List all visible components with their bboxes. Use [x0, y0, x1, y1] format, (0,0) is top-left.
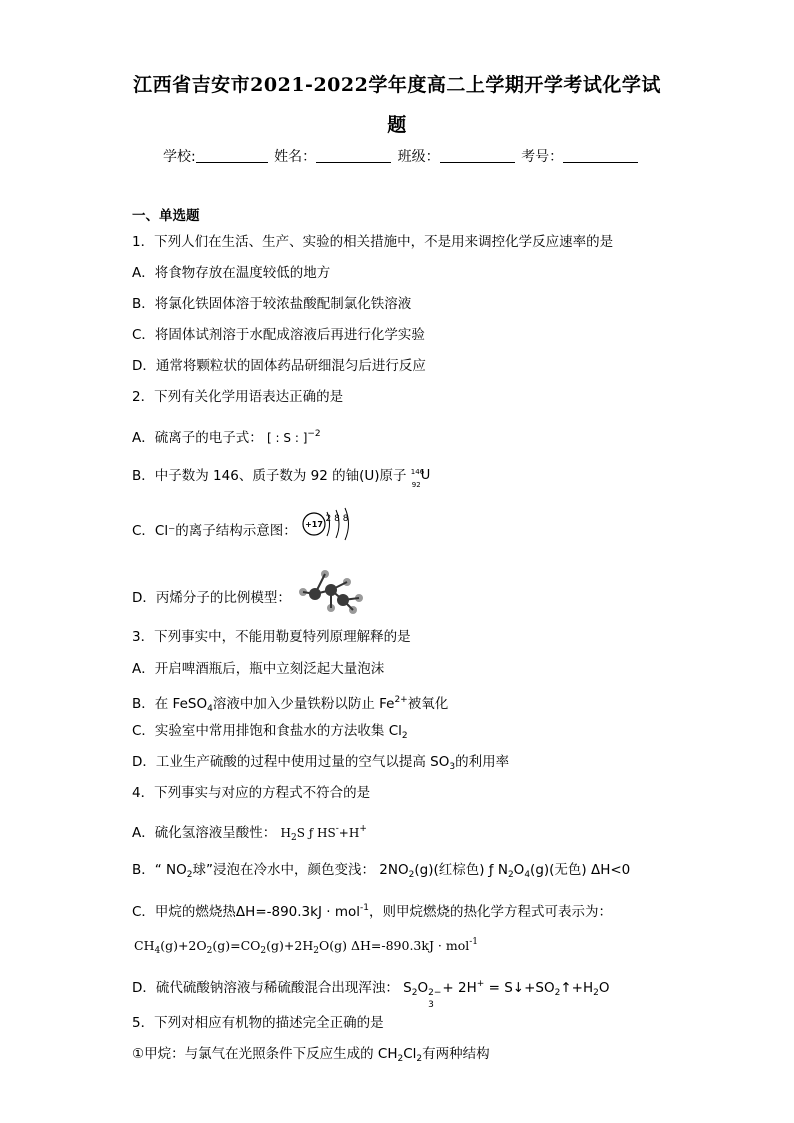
id-blank[interactable] — [563, 148, 638, 163]
q3-stem: 3．下列事实中，不能用勒夏特列原理解释的是 — [132, 629, 411, 645]
sulfide-electron-formula: [ : S : ]$^{-2}$ — [267, 429, 321, 445]
q1-option-a: A．将食物存放在温度较低的地方 — [132, 265, 331, 281]
uranium-nuclide-symbol: 146 92 U — [410, 468, 431, 489]
propene-space-filling-model — [295, 568, 367, 614]
nucleus-charge: +17 — [305, 520, 323, 529]
school-blank[interactable] — [196, 148, 268, 163]
q1-stem: 1．下列人们在生活、生产、实验的相关措施中，不是用来调控化学反应速率的是 — [132, 234, 614, 250]
q4-option-c: C．甲烷的燃烧热ΔH=-890.3kJ · mol$^{-1}$，则甲烷燃烧的热化学方程式可表示为： — [132, 903, 612, 920]
name-blank[interactable] — [316, 148, 391, 163]
q2-stem: 2．下列有关化学用语表达正确的是 — [132, 389, 344, 405]
q2-option-c-text: C．Cl⁻的离子结构示意图： — [132, 523, 297, 539]
q1-option-c: C．将固体试剂溶于水配成溶液后再进行化学实验 — [132, 327, 425, 343]
q2-option-b-text: B．中子数为 146、质子数为 92 的铀(U)原子 — [132, 468, 407, 484]
q3-option-b: B．在 FeSO$_4$溶液中加入少量铁粉以防止 $Fe^{2+}$被氧化 — [132, 695, 449, 714]
q2-option-d — [132, 582, 367, 614]
q2-option-d-text: D．丙烯分子的比例模型： — [132, 590, 291, 606]
q2-option-a-text: A．硫离子的电子式： — [132, 430, 263, 446]
q4-option-a: A．硫化氢溶液呈酸性： $H_2S$ ƒ HS-+H+ — [132, 824, 367, 843]
page-title-line2: 题 — [387, 114, 407, 136]
q1-option-b: B．将氯化铁固体溶于较浓盐酸配制氯化铁溶液 — [132, 296, 412, 312]
q2-option-c — [132, 516, 357, 546]
q2-option-b — [132, 466, 431, 489]
id-label: 考号： — [521, 149, 564, 165]
section-heading: 一、单选题 — [132, 208, 200, 224]
student-info-row — [163, 146, 640, 166]
q3-option-d: D．工业生产硫酸的过程中使用过量的空气以提高 $SO_3$的利用率 — [132, 754, 510, 772]
chloride-ion-structure-diagram — [301, 506, 357, 546]
q4-option-b: B．“ $NO_2$球”浸泡在冷水中，颜色变浅： $2NO_2(g)$(红棕色) ƒ $N_2O_4(g)$(无色) ΔH<0 — [132, 862, 631, 880]
q4-stem: 4．下列事实与对应的方程式不符合的是 — [132, 785, 371, 801]
q4-option-c-equation: $CH_4(g)+2O_2(g)=CO_2(g)+2H_2O(g) \Delta H=-890.3kJ \cdot mol^{-1}$ — [134, 937, 479, 956]
class-blank[interactable] — [440, 148, 515, 163]
q1-option-d: D．通常将颗粒状的固体药品研细混匀后进行反应 — [132, 358, 426, 374]
electron-shells: 2 8 8 — [325, 514, 349, 524]
page-title-line1: 江西省吉安市2021-2022学年度高二上学期开学考试化学试 — [133, 74, 661, 96]
q5-stem: 5．下列对相应有机物的描述完全正确的是 — [132, 1015, 384, 1031]
class-label: 班级： — [397, 149, 440, 165]
q3-option-a: A．开启啤酒瓶后，瓶中立刻泛起大量泡沫 — [132, 661, 385, 677]
q2-option-a — [132, 424, 321, 448]
name-label: 姓名： — [274, 149, 317, 165]
school-label: 学校: — [163, 149, 196, 165]
q5-item-1: ①甲烷：与氯气在光照条件下反应生成的 $CH_2Cl_2$有两种结构 — [132, 1046, 490, 1064]
q4-option-d: D．硫代硫酸钠溶液与稀硫酸混合出现浑浊： $S_2O$ 2− 3 + $2H^+ = S↓+SO_2↑+H_2O$ — [132, 979, 610, 1010]
q3-option-c: C．实验室中常用排饱和食盐水的方法收集 $Cl_2$ — [132, 723, 408, 741]
